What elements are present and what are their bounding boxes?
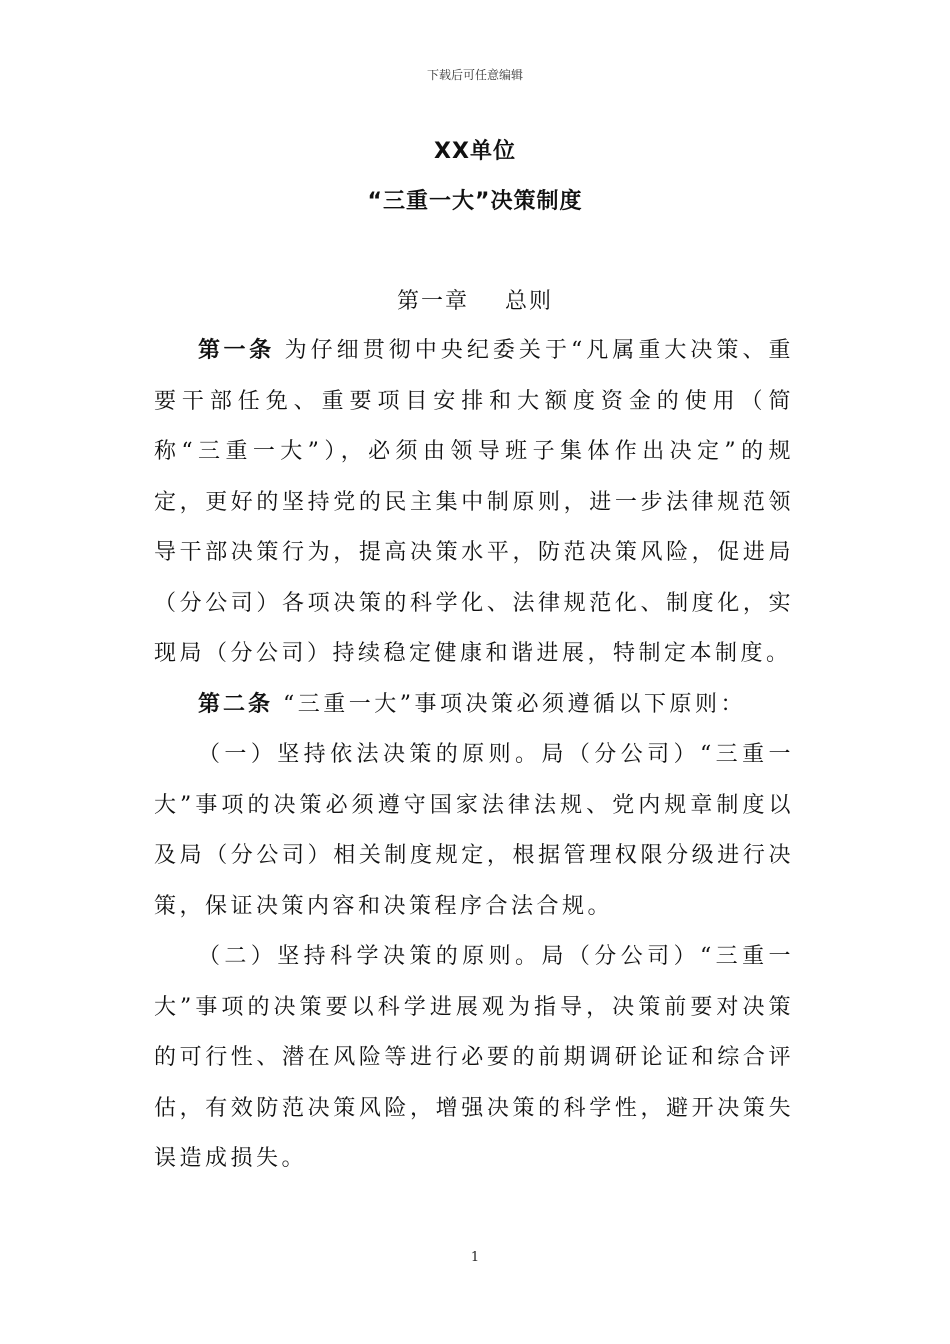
- page-number: 1: [470, 1250, 480, 1265]
- document-body: [154, 326, 794, 1185]
- article-2-label: 第二条: [198, 691, 274, 717]
- article-1-text: 为仔细贯彻中央纪委关于“凡属重大决策、重要干部任免、重要项目安排和大额度资金的使用（简称“三重一大”），必须由领导班子集体作出决定”的规定，更好的坚持党的民主集中制原则，进一步法律规范领导干部决策行为，提高决策水平，防范决策风险，促进局（分公司）各项决策的科学化、法律规范化、制度化，实现局（分公司）持续稳定健康和谐进展，特制定本制度。: [154, 338, 794, 666]
- document-title-unit: XX单位: [434, 139, 516, 164]
- article-2-text: “三重一大”事项决策必须遵循以下原则：: [283, 691, 747, 717]
- chapter-heading: 第一章 总则: [397, 289, 553, 314]
- page-header-note: 下载后可任意编辑: [426, 68, 523, 82]
- principle-1-paragraph: （一）坚持依法决策的原则。局（分公司）“三重一大”事项的决策必须遵守国家法律法规、党内规章制度以及局（分公司）相关制度规定，根据管理权限分级进行决策，保证决策内容和决策程序合法合规。: [154, 742, 794, 919]
- principle-2-paragraph: （二）坚持科学决策的原则。局（分公司）“三重一大”事项的决策要以科学进展观为指导，决策前要对决策的可行性、潜在风险等进行必要的前期调研论证和综合评估，有效防范决策风险，增强决策的科学性，避开决策失误造成损失。: [154, 944, 794, 1171]
- article-1-label: 第一条: [198, 338, 275, 363]
- article-1-paragraph: [154, 326, 794, 680]
- document-title-name: “三重一大”决策制度: [367, 189, 583, 214]
- article-2-paragraph: [154, 680, 794, 731]
